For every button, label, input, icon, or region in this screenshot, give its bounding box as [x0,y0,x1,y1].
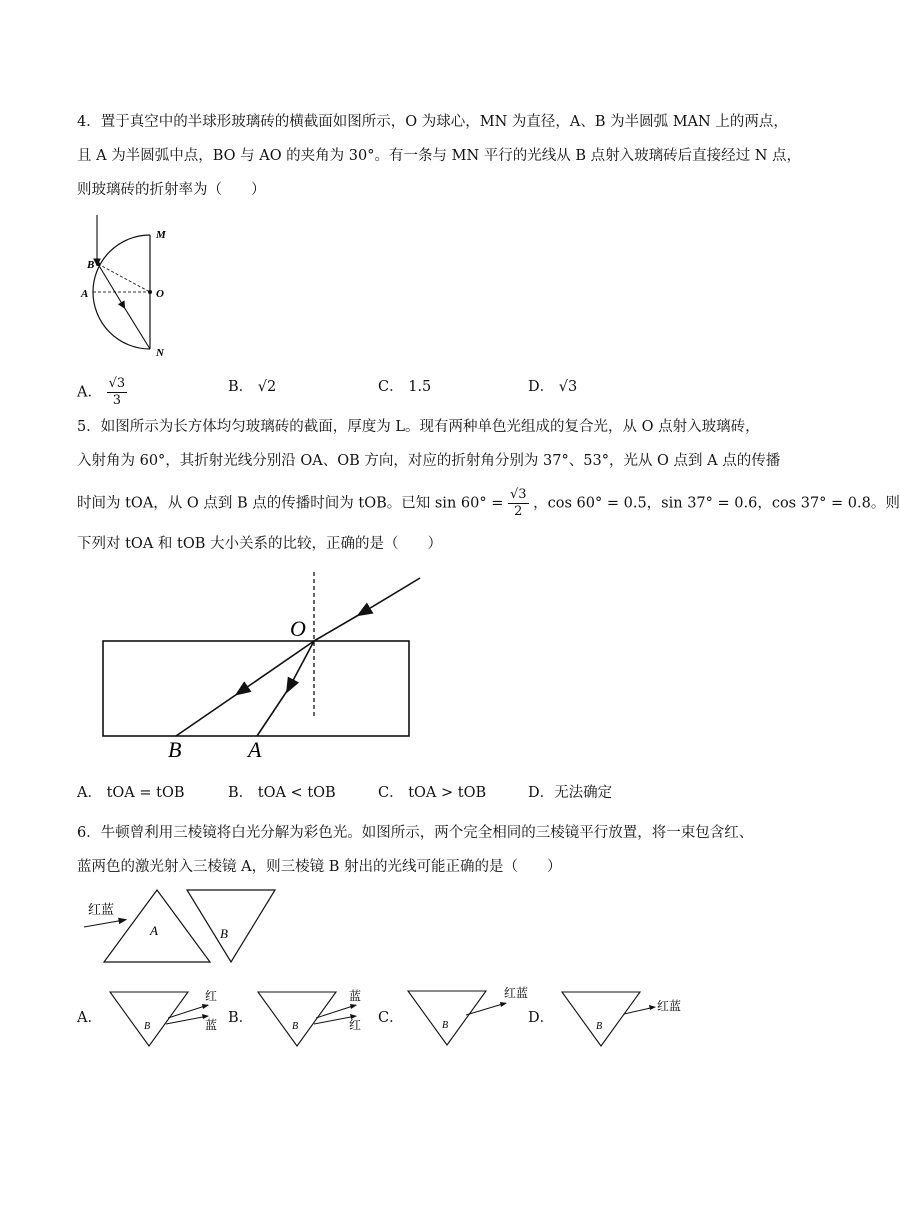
q4-label-n: N [156,347,164,359]
q4-text-line-1: 4．置于真空中的半球形玻璃砖的横截面如图所示，O 为球心，MN 为直径，A、B 为半圆弧 MAN 上的两点， [77,114,788,130]
q4-label-o: O [156,288,164,300]
q5-label-b: B [168,737,182,762]
q6-option-d-figure [560,988,700,1048]
q6-option-c-beam-label: 红蓝 [504,986,529,1000]
q5-glass-block-figure [100,570,440,770]
q5-text-line-1: 5．如图所示为长方体均匀玻璃砖的截面，厚度为 L。现有两种单色光组成的复合光，从 O 点射入玻璃砖， [77,419,760,435]
q4-text-line-2: 且 A 为半圆弧中点，BO 与 AO 的夹角为 30°。有一条与 MN 平行的光线从 B 点射入玻璃砖后直接经过 N 点， [77,148,802,164]
q6-option-a-figure [108,988,238,1048]
q6-option-a[interactable]: A． [77,1010,102,1026]
svg-text:B: B [596,1021,603,1032]
svg-text:B: B [442,1020,449,1031]
q6-option-c-figure [406,985,546,1045]
q4-label-a: A [81,288,89,300]
q5-option-a[interactable]: A． tOA = tOB [77,785,185,801]
q6-option-d-beam-label: 红蓝 [657,999,682,1013]
q6-option-d[interactable]: D． [528,1010,555,1026]
q6-beam-label: 红蓝 [88,902,115,917]
q5-label-o: O [290,616,306,641]
q6-option-a-top-label: 红 [205,989,218,1003]
q4-label-m: M [156,229,166,241]
q6-option-b-top-label: 蓝 [349,989,362,1003]
q4-text-line-3: 则玻璃砖的折射率为（ ） [77,182,266,198]
q6-prism-b-label: B [220,926,228,941]
q6-option-b[interactable]: B． [228,1010,254,1026]
q6-prism-a-label: A [150,923,158,938]
q4-option-a-fraction: $\frac{√3}{3}$ [108,376,126,408]
q5-text-line-4: 下列对 tOA 和 tOB 大小关系的比较，正确的是（ ） [77,536,442,552]
q4-hemisphere-figure [78,215,198,365]
q4-option-c[interactable]: C． 1.5 [378,379,432,395]
q5-option-d[interactable]: D．无法确定 [528,785,613,801]
q6-option-a-bottom-label: 蓝 [205,1018,218,1032]
q6-text-line-2: 蓝两色的激光射入三棱镜 A，则三棱镜 B 射出的光线可能正确的是（ ） [77,859,562,875]
q5-fraction: $\frac{√3}{2}$ [509,487,527,519]
q4-option-b[interactable]: B． √2 [228,379,277,395]
q5-option-b[interactable]: B． tOA < tOB [228,785,336,801]
q5-label-a: A [248,737,262,762]
q6-text-line-1: 6．牛顿曾利用三棱镜将白光分解为彩色光。如图所示，两个完全相同的三棱镜平行放置，将一束包含红、 [77,825,754,841]
q5-option-c[interactable]: C． tOA > tOB [378,785,487,801]
svg-text:B: B [292,1021,299,1032]
q4-option-d[interactable]: D． √3 [528,379,578,395]
q6-option-b-bottom-label: 红 [349,1018,362,1032]
q6-option-c[interactable]: C． [378,1010,404,1026]
q5-text-line-3: 时间为 tOA，从 O 点到 B 点的传播时间为 tOB。已知 sin 60° = $\frac{√3}{2}$ ，cos 60° = 0.5，sin 37° = 0.6，cos 37° = 0.8。则 [77,487,900,519]
q6-prisms-figure [82,888,312,968]
q5-text-line-2: 入射角为 60°，其折射光线分别沿 OA、OB 方向，对应的折射角分别为 37°、53°，光从 O 点到 A 点的传播 [77,453,781,469]
q4-option-a[interactable]: A． $\frac{√3}{3}$ [77,376,126,408]
svg-text:B: B [144,1021,151,1032]
q6-option-b-figure [256,988,386,1048]
q4-label-b: B [87,259,95,271]
